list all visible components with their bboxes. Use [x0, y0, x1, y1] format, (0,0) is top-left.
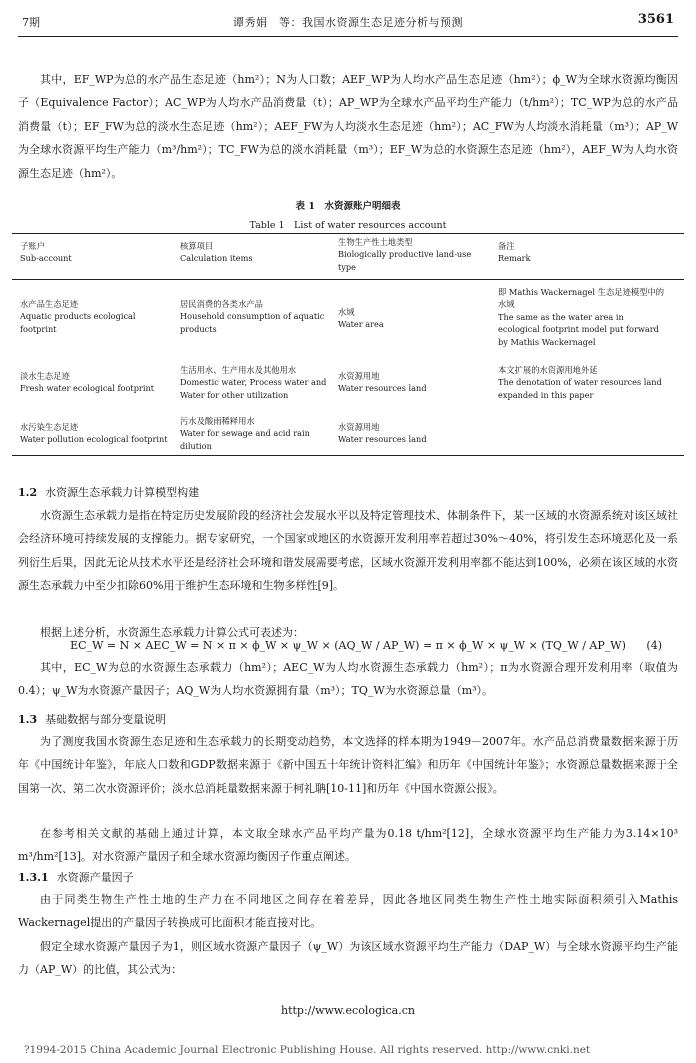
table-cell: 本文扩展的水资源用地外延 The denotation of water resources land expanded in this paper	[498, 365, 662, 400]
header-rule	[18, 36, 678, 37]
table-cell: 水资源用地 Water resources land	[338, 371, 427, 394]
table-header-cell: 生物生产性土地类型 Biologically productive land-use type	[338, 237, 472, 272]
body-paragraph: 在参考相关文献的基础上通过计算，本文取全球水产品平均产量为0.18 t/hm²[12]，全球水资源平均生产能力为3.14×10³ m³/hm²[13]。对水资源产量因子和全球水资源均衡因子作重点阐述。	[18, 827, 678, 864]
table-caption-en: Table 1 List of water resources account	[249, 220, 447, 231]
running-title: 谭秀娟 等：我国水资源生态足迹分析与预测	[233, 16, 463, 29]
equation-number: (4)	[646, 639, 662, 652]
table-cell: 水域 Water area	[338, 307, 384, 330]
body-paragraph: 其中，EC_W为总的水资源生态承载力（hm²）；AEC_W为人均水资源生态承载力（hm²）；π为水资源合理开发利用率（取值为0.4）；ψ_W为水资源产量因子；AQ_W为人均水资源拥有量（m³）；TQ_W为水资源总量（m³）。	[18, 661, 678, 698]
table-cell: 水产品生态足迹 Aquatic products ecological footprint	[20, 299, 136, 334]
body-paragraph: 为了测度我国水资源生态足迹和生态承载力的长期变动趋势，本文选择的样本期为1949－2007年。水产品总消费量数据来源于历年《中国统计年鉴》，年底人口数和GDP数据来源于《新中国五十年统计资料汇编》和历年《中国统计年鉴》；水资源总量数据来源于全国第一次、第二次水资源评价；淡水总消耗量数据来源于柯礼聃[10-11]和历年《中国水资源公报》。	[18, 735, 678, 795]
table-top-rule	[12, 233, 684, 234]
body-paragraph: 水资源生态承载力是指在特定历史发展阶段的经济社会发展水平以及特定管理技术、体制条件下，某一区域的水资源系统对该区域社会经济环境可持续发展的支撑能力。据专家研究，一个国家或地区的水资源开发利用率若超过30%～40%，将引发生态环境恶化及一系列衍生后果，因此无论从技术水平还是经济社会环境和谐发展需要考虑，区域水资源开发利用率都不能达到100%，必须在该区域的水资源生态承载力中至少扣除60%用于维护生态环境和生物多样性[9]。	[18, 509, 678, 593]
table-cell: 生活用水、生产用水及其他用水 Domestic water, Process water and Water for other utilization	[180, 365, 327, 400]
running-header	[22, 10, 674, 36]
table-cell: 污水及酸雨稀释用水 Water for sewage and acid rain dilution	[180, 416, 310, 451]
section-heading-1-3-1: 1.3.1 水资源产量因子	[18, 871, 134, 884]
section-heading-1-2: 1.2 水资源生态承载力计算模型构建	[18, 486, 200, 499]
table-cell: 居民消费的各类水产品 Household consumption of aquatic products	[180, 299, 325, 334]
variable-definitions-paragraph: 其中，EF_WP为总的水产品生态足迹（hm²）；N为人口数；AEF_WP为人均水产品生态足迹（hm²）；ϕ_W为全球水资源均衡因子（Equivalence Factor）；AC_WP为人均水产品消费量（t）；AP_WP为全球水产品平均生产能力（t/hm²）；TC_WP为总的水产品消费量（t）；EF_FW为总的淡水生态足迹（hm²）；AEF_FW为人均淡水生态足迹（hm²）；AC_FW为人均淡水消耗量（m³）；AP_W为全球水资源平均生产能力（m³/hm²）；TC_FW为总的淡水消耗量（m³）；EF_W为总的水资源生态足迹（hm²），AEF_W为人均水资源生态足迹（hm²）。	[18, 73, 678, 180]
table-cell: 水资源用地 Water resources land	[338, 422, 427, 445]
table-cell: 淡水生态足迹 Fresh water ecological footprint	[20, 371, 155, 394]
table-bottom-rule	[12, 455, 684, 456]
body-paragraph: 根据上述分析，水资源生态承载力计算公式可表述为：	[40, 626, 304, 639]
equation-body: EC_W = N × AEC_W = N × π × ϕ_W × ψ_W × (AQ_W / AP_W) = π × ϕ_W × ψ_W × (TQ_W / AP_W)	[70, 639, 626, 652]
table-cell: 即 Mathis Wackernagel 生态足迹模型中的水域 The same as the water area in ecological footprint model put forward by Mathis Wackernagel	[498, 287, 665, 347]
copyright-notice: ?1994-2015 China Academic Journal Electronic Publishing House. All rights reserved. http://www.cnki.net	[24, 1044, 591, 1056]
journal-url: http://www.ecologica.cn	[281, 1004, 415, 1017]
table-header-cell: 核算项目 Calculation items	[180, 241, 253, 264]
table-cell: 水污染生态足迹 Water pollution ecological footprint	[20, 422, 168, 445]
table-header-rule	[12, 279, 684, 280]
table-caption-cn: 表 1 水资源账户明细表	[295, 201, 401, 212]
table-header-cell: 备注 Remark	[498, 241, 531, 264]
page-number: 3561	[637, 12, 674, 27]
issue-number: 7期	[22, 16, 40, 29]
section-heading-1-3: 1.3 基础数据与部分变量说明	[18, 713, 167, 726]
body-paragraph: 由于同类生物生产性土地的生产力在不同地区之间存在着差异，因此各地区同类生物生产性土地实际面积须引入Mathis Wackernagel提出的产量因子转换成可比面积才能直接对比。	[18, 893, 678, 930]
body-paragraph: 假定全球水资源产量因子为1，则区域水资源产量因子（ψ_W）为该区域水资源平均生产能力（DAP_W）与全球水资源平均生产能力（AP_W）的比值，其公式为：	[18, 940, 678, 977]
table-header-cell: 子账户 Sub-account	[20, 241, 72, 264]
